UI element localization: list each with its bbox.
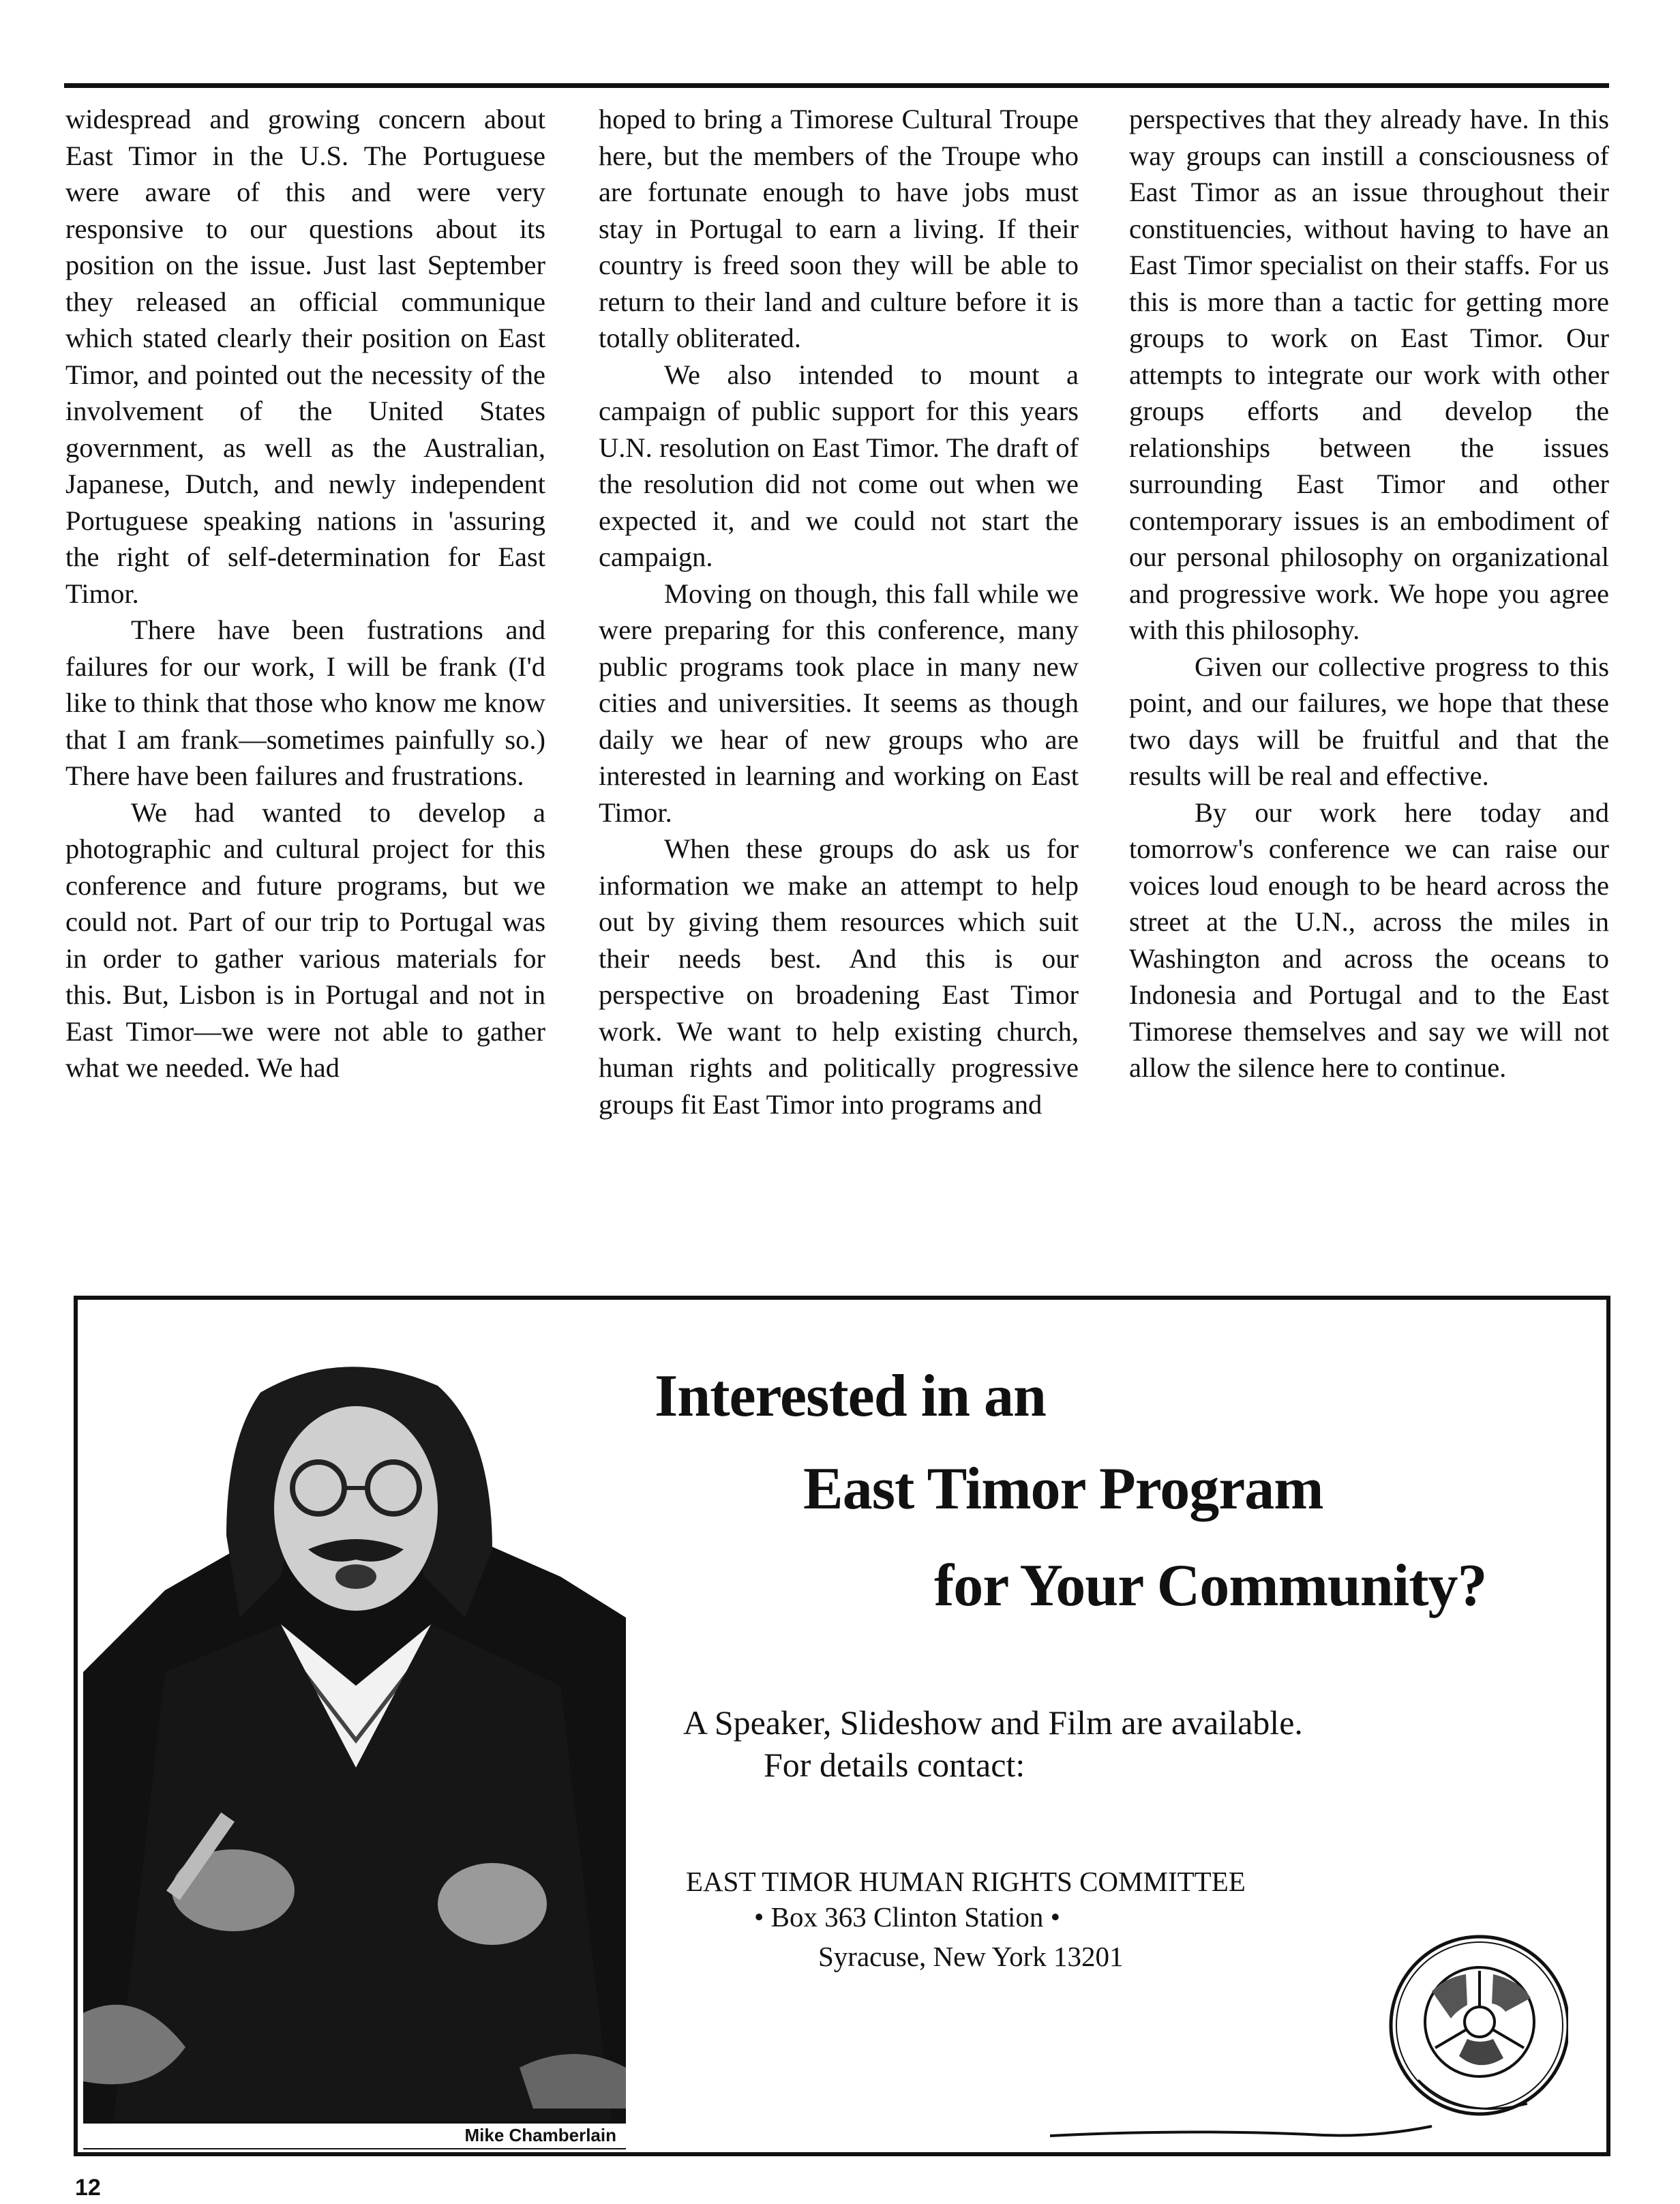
ad-headline-line-1: Interested in an bbox=[655, 1363, 1046, 1429]
address-line-2: Syracuse, New York 13201 bbox=[818, 1941, 1124, 1972]
article-column-3 bbox=[1129, 101, 1609, 1086]
ad-offer-text: A Speaker, Slideshow and Film are available. bbox=[683, 1703, 1303, 1742]
paragraph: Moving on though, this fall while we were preparing for this conference, many public programs took place in many new cities and universities. It seems as though daily we hear of new groups who are interested in learning and working on East Timor. bbox=[599, 578, 1079, 828]
address-line-1: • Box 363 Clinton Station • bbox=[754, 1901, 1060, 1933]
photo-caption: Mike Chamberlain bbox=[83, 2121, 626, 2148]
paragraph: hoped to bring a Timorese Cultural Troupe here, but the members of the Troupe who are fortunate enough to have jobs must stay in Portugal to earn a living. If their country is freed soon they will be able to return to their land and culture before it is totally obliterated. bbox=[599, 104, 1079, 353]
top-rule bbox=[64, 83, 1609, 88]
article-body bbox=[65, 101, 1609, 1274]
paragraph: When these groups do ask us for information we make an attempt to help out by giving them resources which suit their needs best. And this is our perspective on broadening East Timor work. We want to help existing church, human rights and politically progressive groups fit East Timor into programs and bbox=[599, 833, 1079, 1120]
speaker-photo-illustration bbox=[83, 1331, 626, 2149]
page-number: 12 bbox=[75, 2175, 101, 2201]
paragraph: widespread and growing concern about East Timor in the U.S. The Portuguese were aware of this and were very responsive to our questions about its position on the issue. Just last September they released an official communique which stated clearly their position on East Timor, and pointed out the necessity of the involvement of the United States government, as well as the Australian, Japanese, Dutch, and newly independent Portuguese speaking nations in 'assuring the right of self-determination for East Timor. bbox=[65, 104, 545, 609]
paragraph: We had wanted to develop a photographic and cultural project for this conference and future programs, but we could not. Part of our trip to Portugal was in order to gather various materials for this. But, Lisbon is in Portugal and not in East Timor—we were not able to gather what we needed. We had bbox=[65, 796, 545, 1083]
article-column-2 bbox=[599, 101, 1079, 1122]
speaker-photo bbox=[83, 1331, 626, 2149]
paragraph: perspectives that they already have. In this way groups can instill a consciousness of East Timor as an issue throughout their constituencies, without having to have an East Timor specialist on their staffs. For us this is more than a tactic for getting more groups to work on East Timor. Our attempts to integrate our work with other groups efforts and develop the relationships between the issues surrounding East Timor and other contemporary issues is an embodiment of our personal philosophy on organizational and progressive work. We hope you agree with this philosophy. bbox=[1129, 104, 1609, 645]
ad-headline-line-2: East Timor Program bbox=[803, 1456, 1323, 1522]
paragraph: There have been fustrations and failures for our work, I will be frank (I'd like to think that those who know me know that I am frank—sometimes painfully so.) There have been failures and frustrations. bbox=[65, 614, 545, 791]
organization-name: EAST TIMOR HUMAN RIGHTS COMMITTEE bbox=[686, 1866, 1246, 1897]
ad-contact-prompt: For details contact: bbox=[764, 1746, 1025, 1784]
film-reel-icon bbox=[1050, 1909, 1568, 2148]
paragraph: Given our collective progress to this point, and our failures, we hope that these two days will be fruitful and that the results will be real and effective. bbox=[1129, 651, 1609, 791]
ad-headline-line-3: for Your Community? bbox=[934, 1553, 1487, 1619]
paragraph: By our work here today and tomorrow's conference we can raise our voices loud enough to be heard across the street at the U.N., across the miles in Washington and across the oceans to Indonesia and Portugal and to the East Timorese themselves and say we will not allow the silence here to continue. bbox=[1129, 796, 1609, 1083]
article-column-1 bbox=[65, 101, 545, 1086]
paragraph: We also intended to mount a campaign of public support for this years U.N. resolution on East Timor. The draft of the resolution did not come out when we expected it, and we could not start the campaign. bbox=[599, 359, 1079, 572]
